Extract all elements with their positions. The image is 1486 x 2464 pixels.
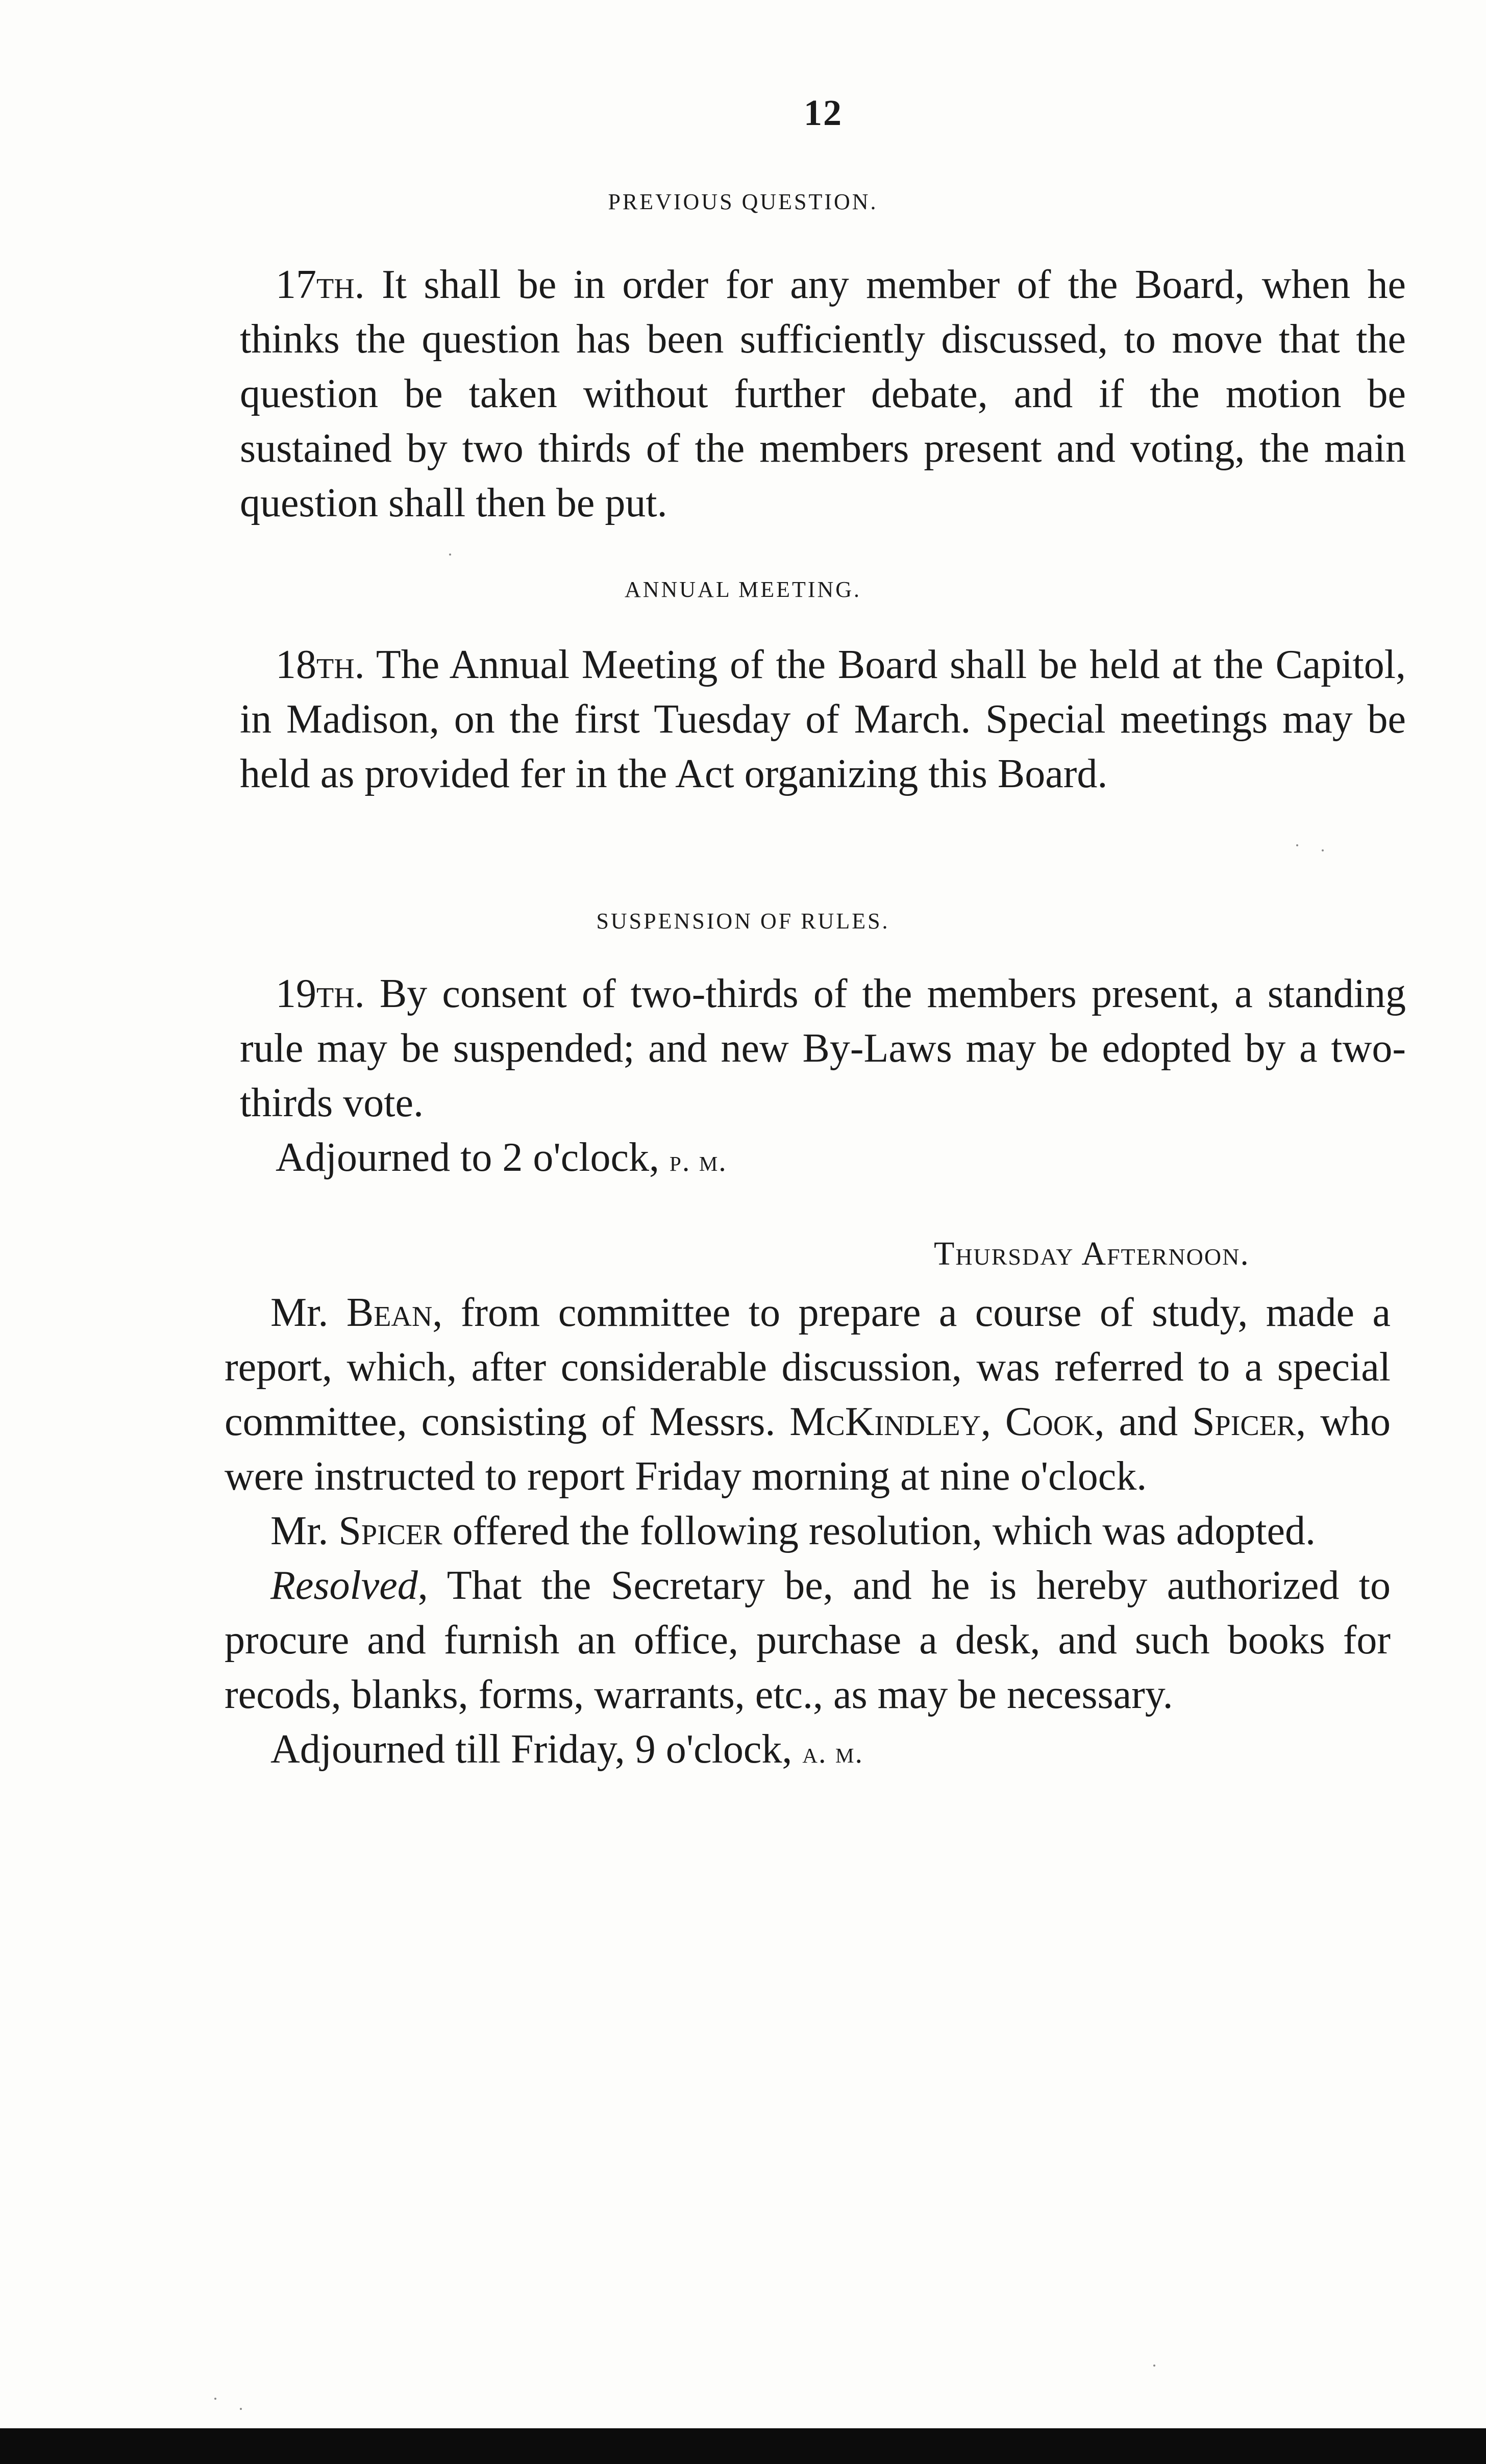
scan-speck — [240, 2408, 242, 2410]
adjourned-to-2-text: Adjourned to 2 o'clock, — [276, 1135, 660, 1180]
adjourned-till-friday-text: Adjourned till Friday, 9 o'clock, — [270, 1727, 792, 1772]
resolved-paragraph — [225, 1558, 1391, 1722]
bean-prefix: Mr. — [270, 1290, 329, 1335]
adjourned-till-friday-time: a. m. — [802, 1736, 863, 1769]
rule-18-text: The Annual Meeting of the Board shall be held at the Capitol, in Madison, on the first Tuesday of March. Special meetings may be held as provided fer in the Act organizing this Board. — [240, 642, 1406, 796]
spicer-resolution-text: offered the following resolution, which was adopted. — [452, 1508, 1316, 1553]
rule-19-ordinal: 19th. — [276, 971, 365, 1016]
resolved-text: , That the Secretary be, and he is hereby authorized to procure and furnish an office, purchase a desk, and such books for recods, blanks, forms, warrants, etc., as may be necessary. — [225, 1563, 1391, 1717]
afternoon-minutes — [225, 1286, 1391, 1780]
scan-speck — [1322, 849, 1324, 851]
rule-17-ordinal: 17th. — [276, 262, 365, 307]
name-spicer: Spicer — [1192, 1399, 1296, 1444]
rule-19-paragraph — [240, 967, 1406, 1188]
scan-speck — [214, 2398, 216, 2400]
adjourned-to-2-line — [240, 1130, 1406, 1188]
page-number: 12 — [804, 92, 843, 133]
bean-report-text-d: , who were instructed to report Friday morning at nine o'clock. — [225, 1399, 1391, 1499]
resolved-word: Resolved — [270, 1563, 418, 1608]
bean-report-text-a: , from committee to prepare a course of study, made a report, which, after considerable discussion, was referred to a special committee, consisting of Messrs. — [225, 1290, 1391, 1444]
heading-previous-question: PREVIOUS QUESTION. — [608, 189, 878, 214]
name-spicer-2: Spicer — [338, 1508, 442, 1553]
heading-thursday-afternoon: Thursday Afternoon. — [934, 1235, 1250, 1272]
scan-speck — [1296, 844, 1298, 846]
name-cook: Cook — [1005, 1399, 1095, 1444]
adjourned-to-2-time: p. m. — [670, 1144, 727, 1177]
scan-bottom-edge — [0, 2428, 1486, 2464]
scan-speck — [449, 554, 451, 556]
rule-18-paragraph — [240, 638, 1406, 801]
bean-report-text-b: , — [980, 1399, 991, 1444]
bean-report-text-c: , and — [1094, 1399, 1178, 1444]
bean-report-paragraph — [225, 1286, 1391, 1504]
spicer-prefix: Mr. — [270, 1508, 329, 1553]
name-bean: Bean — [346, 1290, 433, 1335]
scan-speck — [1153, 2365, 1155, 2367]
heading-suspension-of-rules: SUSPENSION OF RULES. — [596, 909, 890, 934]
rule-18-ordinal: 18th. — [276, 642, 365, 687]
rule-17-text: It shall be in order for any member of the Board, when he thinks the question has been sufficiently discussed, to move that the question be taken without further debate, and if the motion be sustained by two thirds of the members present and voting, the main question shall then be put. — [240, 262, 1406, 525]
adjourned-till-friday-line — [225, 1722, 1391, 1780]
heading-annual-meeting: ANNUAL MEETING. — [624, 577, 862, 602]
rule-19-text: By consent of two-thirds of the members present, a standing rule may be suspended; and new By-Laws may be edopted by a two-thirds vote. — [240, 971, 1406, 1125]
rule-17-paragraph — [240, 258, 1406, 531]
spicer-resolution-paragraph — [225, 1504, 1391, 1558]
name-mckindley: McKindley — [789, 1399, 981, 1444]
